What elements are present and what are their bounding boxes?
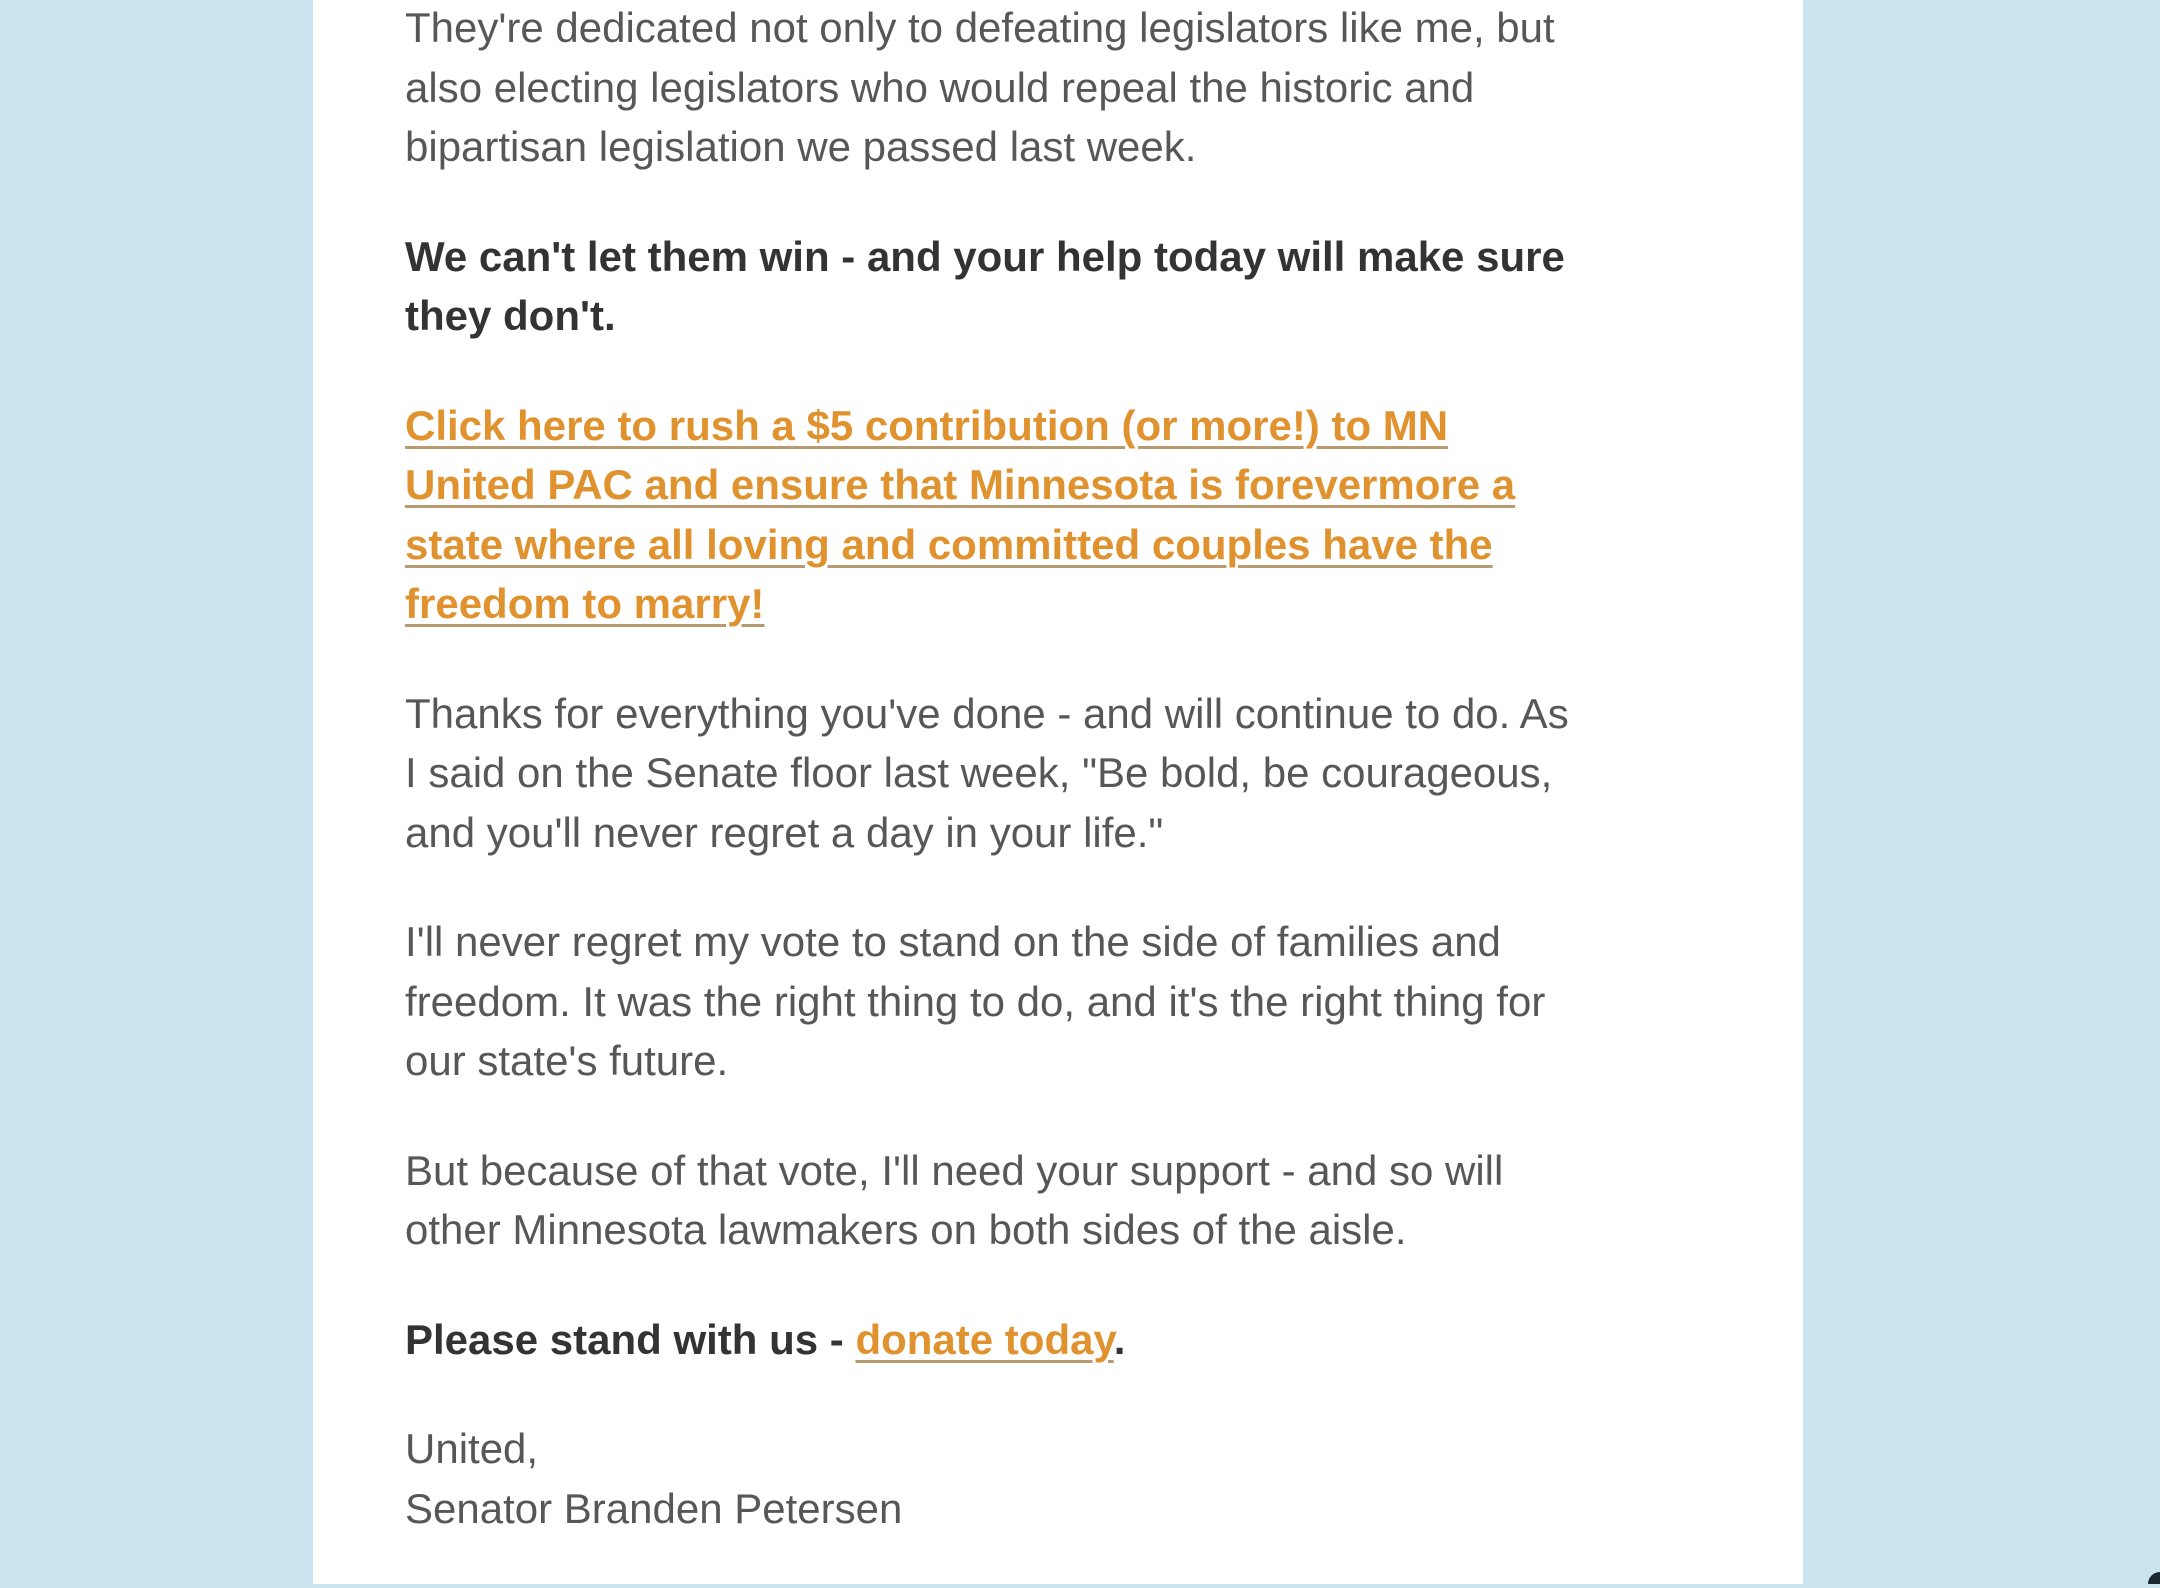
paragraph-stand-with-us bbox=[405, 1310, 1735, 1370]
sender-name: Senator Branden Petersen bbox=[405, 1484, 903, 1532]
text-line: I'll never regret my vote to stand on the side of families and bbox=[405, 918, 1501, 965]
window-corner bbox=[2148, 1572, 2160, 1584]
text-line: But because of that vote, I'll need your support - and so will bbox=[405, 1146, 1504, 1194]
contribute-link[interactable] bbox=[405, 396, 1735, 634]
email-content bbox=[405, 0, 1735, 1588]
text-line: also electing legislators who would repeal the historic and bbox=[405, 63, 1475, 111]
paragraph-support bbox=[405, 1141, 1735, 1260]
paragraph-call-to-action-bold bbox=[405, 227, 1735, 346]
text-line: I said on the Senate floor last week, "Be bold, be courageous, bbox=[405, 749, 1553, 796]
link-line[interactable]: freedom to marry! bbox=[405, 580, 765, 627]
stand-with-us-text: Please stand with us - bbox=[405, 1315, 856, 1363]
text-line: They're dedicated not only to defeating legislators like me, but bbox=[405, 4, 1555, 51]
text-line: freedom. It was the right thing to do, and it's the right thing for bbox=[405, 977, 1546, 1025]
text-line: Thanks for everything you've done - and will continue to do. As bbox=[405, 689, 1569, 737]
paragraph-contribution-link bbox=[405, 396, 1735, 634]
paragraph-opponents bbox=[405, 0, 1735, 177]
text-line: our state's future. bbox=[405, 1037, 729, 1084]
link-line[interactable]: United PAC and ensure that Minnesota is forevermore a bbox=[405, 461, 1516, 508]
text-line: they don't. bbox=[405, 292, 616, 339]
text-line bbox=[405, 1310, 1735, 1370]
link-line[interactable]: state where all loving and committed couples have the bbox=[405, 520, 1493, 568]
text-line: bipartisan legislation we passed last week. bbox=[405, 123, 1197, 170]
signature bbox=[405, 1419, 1735, 1538]
period: . bbox=[1113, 1315, 1126, 1363]
closing-text: United, bbox=[405, 1425, 539, 1472]
text-line: We can't let them win - and your help today will make sure bbox=[405, 232, 1565, 280]
paragraph-thanks bbox=[405, 684, 1735, 863]
text-line: other Minnesota lawmakers on both sides of the aisle. bbox=[405, 1206, 1407, 1253]
text-line: and you'll never regret a day in your life." bbox=[405, 808, 1164, 856]
paragraph-vote bbox=[405, 912, 1735, 1091]
donate-today-link[interactable]: donate today bbox=[855, 1315, 1114, 1363]
link-line[interactable]: Click here to rush a $5 contribution (or more!) to MN bbox=[405, 401, 1449, 449]
